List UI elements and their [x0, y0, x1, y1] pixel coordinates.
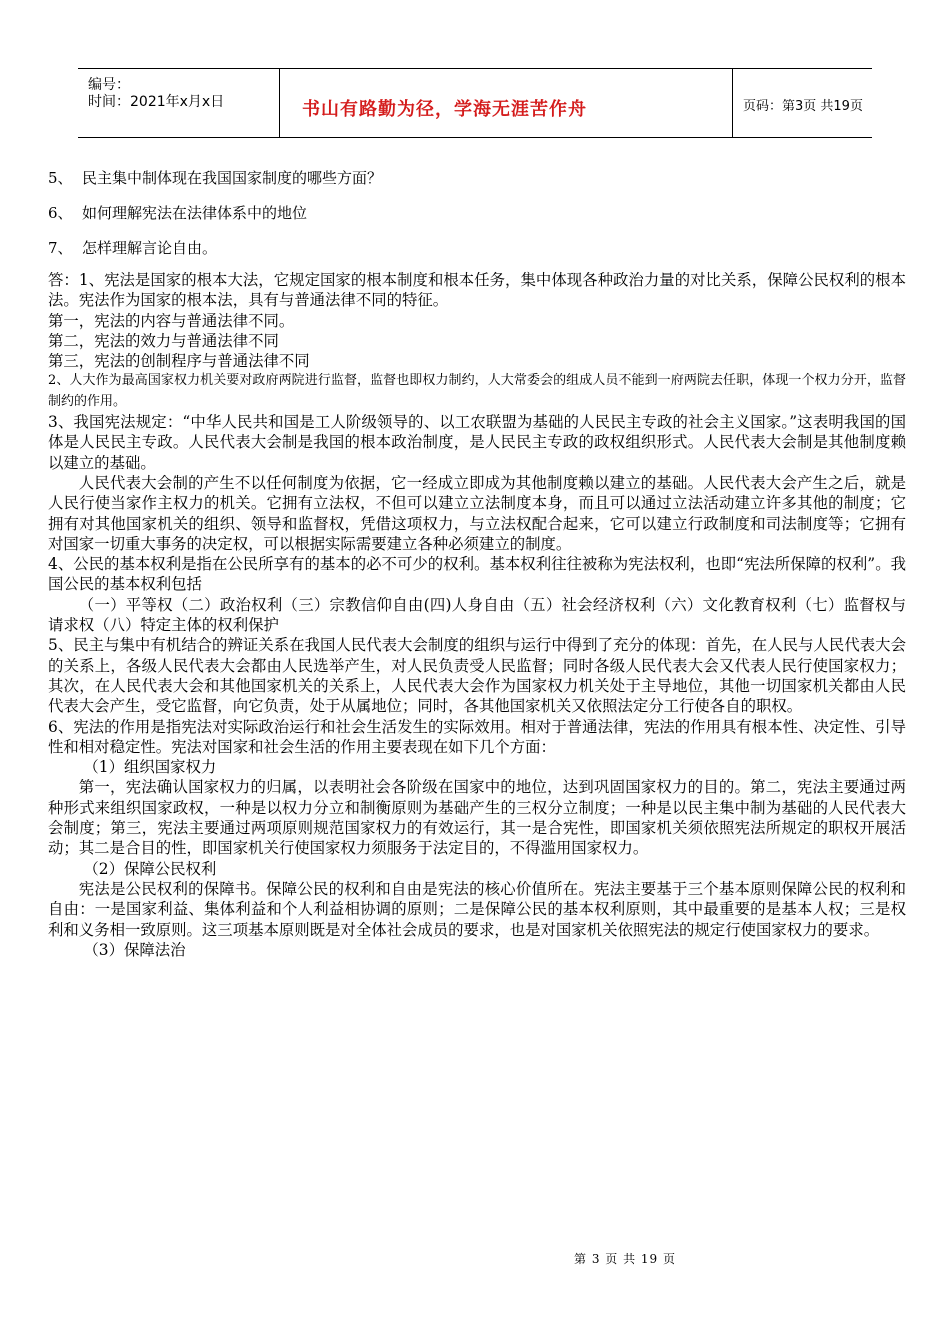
answer-1-point-1: 第一，宪法的内容与普通法律不同。 [48, 311, 295, 330]
answer-6-heading-3: （3）保障法治 [83, 940, 186, 959]
answer-6-heading-2: （2）保障公民权利 [83, 859, 217, 878]
header-info-cell [78, 69, 280, 137]
answer-5: 5、民主与集中有机结合的辨证关系在我国人民代表大会制度的组织与运行中得到了充分的体现：首先，在人民与人民代表大会的关系上，各级人民代表大会都由人民选举产生，对人民负责受人民监督；同时各级人民代表大会又代表人民行使国家权力；其次，在人民代表大会和其他国家机关的关系上，人民代表大会作为国家权力机关处于主导地位，其他一切国家机关都由人民代表大会产生，受它监督，向它负责，处于从属地位；同时，各其他国家机关又依照法定分工行使各自的职权。 [48, 636, 906, 716]
answer-4-list: （一）平等权（二）政治权利（三）宗教信仰自由(四)人身自由（五）社会经济权利（六）文化教育权利（七）监督权与请求权（八）特定主体的权利保护 [48, 595, 906, 635]
document-number-label: 编号： [88, 77, 130, 93]
answer-2: 2、人大作为最高国家权力机关要对政府两院进行监督，监督也即权力制约，人大常委会的组成人员不能到一府两院去任职，体现一个权力分开，监督制约的作用。 [48, 373, 906, 409]
answer-6-text-2: 宪法是公民权利的保障书。保障公民的权利和自由是宪法的核心价值所在。宪法主要基于三个基本原则保障公民的权利和自由：一是国家利益、集体利益和个人利益相协调的原则；二是保障公民的基本权利原则，其中最重要的是基本人权；三是权利和义务相一致原则。这三项基本原则既是对全体社会成员的要求，也是对国家机关依照宪法的规定行使国家权力的要求。 [48, 879, 906, 939]
header-motto: 书山有路勤为径，学海无涯苦作舟 [302, 99, 587, 120]
answer-6-heading-1: （1）组织国家权力 [83, 758, 217, 777]
answer-1-point-3: 第三，宪法的创制程序与普通法律不同 [48, 352, 310, 371]
answer-6: 6、宪法的作用是指宪法对实际政治运行和社会生活发生的实际效用。相对于普通法律，宪法的作用具有根本性、决定性、引导性和相对稳定性。宪法对国家和社会生活的作用主要表现在如下几个方面： [48, 717, 906, 756]
answer-1: 答：1、宪法是国家的根本大法，它规定国家的根本制度和根本任务，集中体现各种政治力量的对比关系，保障公民权利的根本法。宪法作为国家的根本法，具有与普通法律不同的特征。 [48, 271, 906, 310]
page-footer: 第 3 页 共 19 页 [574, 1252, 676, 1266]
document-body [48, 168, 906, 960]
answer-3: 3、我国宪法规定：“中华人民共和国是工人阶级领导的、以工农联盟为基础的人民民主专政的社会主义国家。”这表明我国的国体是人民民主专政。人民代表大会制是我国的根本政治制度，是人民民主专政的政权组织形式。人民代表大会制是其他制度赖以建立的基础。 [48, 413, 906, 472]
answer-6-text-1: 第一，宪法确认国家权力的归属，以表明社会各阶级在国家中的地位，达到巩固国家权力的目的。第二，宪法主要通过两种形式来组织国家政权，一种是以权力分立和制衡原则为基础产生的三权分立制度；一种是以民主集中制为基础的人民代表大会制度；第三，宪法主要通过两项原则规范国家权力的有效运行，其一是合宪性，即国家机关须依照宪法所规定的职权开展活动；其二是合目的性，即国家机关行使国家权力须服务于法定目的，不得滥用国家权力。 [48, 778, 906, 858]
header-table [78, 68, 872, 138]
answer-4: 4、公民的基本权利是指在公民所享有的基本的必不可少的权利。基本权利往往被称为宪法权利，也即“宪法所保障的权利”。我国公民的基本权利包括 [48, 555, 906, 594]
question-item: 7、 怎样理解言论自由。 [48, 239, 218, 257]
header-motto-cell [280, 69, 733, 137]
question-item: 5、 民主集中制体现在我国国家制度的哪些方面？ [48, 169, 383, 187]
question-item: 6、 如何理解宪法在法律体系中的地位 [48, 204, 308, 222]
header-page-cell [733, 69, 872, 137]
answer-1-point-2: 第二，宪法的效力与普通法律不同 [48, 331, 279, 350]
header-page-info: 页码：第3页 共19页 [743, 99, 863, 114]
answer-3-paragraph-2: 人民代表大会制的产生不以任何制度为依据，它一经成立即成为其他制度赖以建立的基础。人民代表大会产生之后，就是人民行使当家作主权力的机关。它拥有立法权，不但可以建立立法制度本身，而且可以通过立法活动建立许多其他的制度；它拥有对其他国家机关的组织、领导和监督权，凭借这项权力，与立法权配合起来，它可以建立行政制度和司法制度等；它拥有对国家一切重大事务的决定权，可以根据实际需要建立各种必须建立的制度。 [48, 473, 906, 553]
document-time: 时间：2021年x月x日 [88, 94, 225, 110]
